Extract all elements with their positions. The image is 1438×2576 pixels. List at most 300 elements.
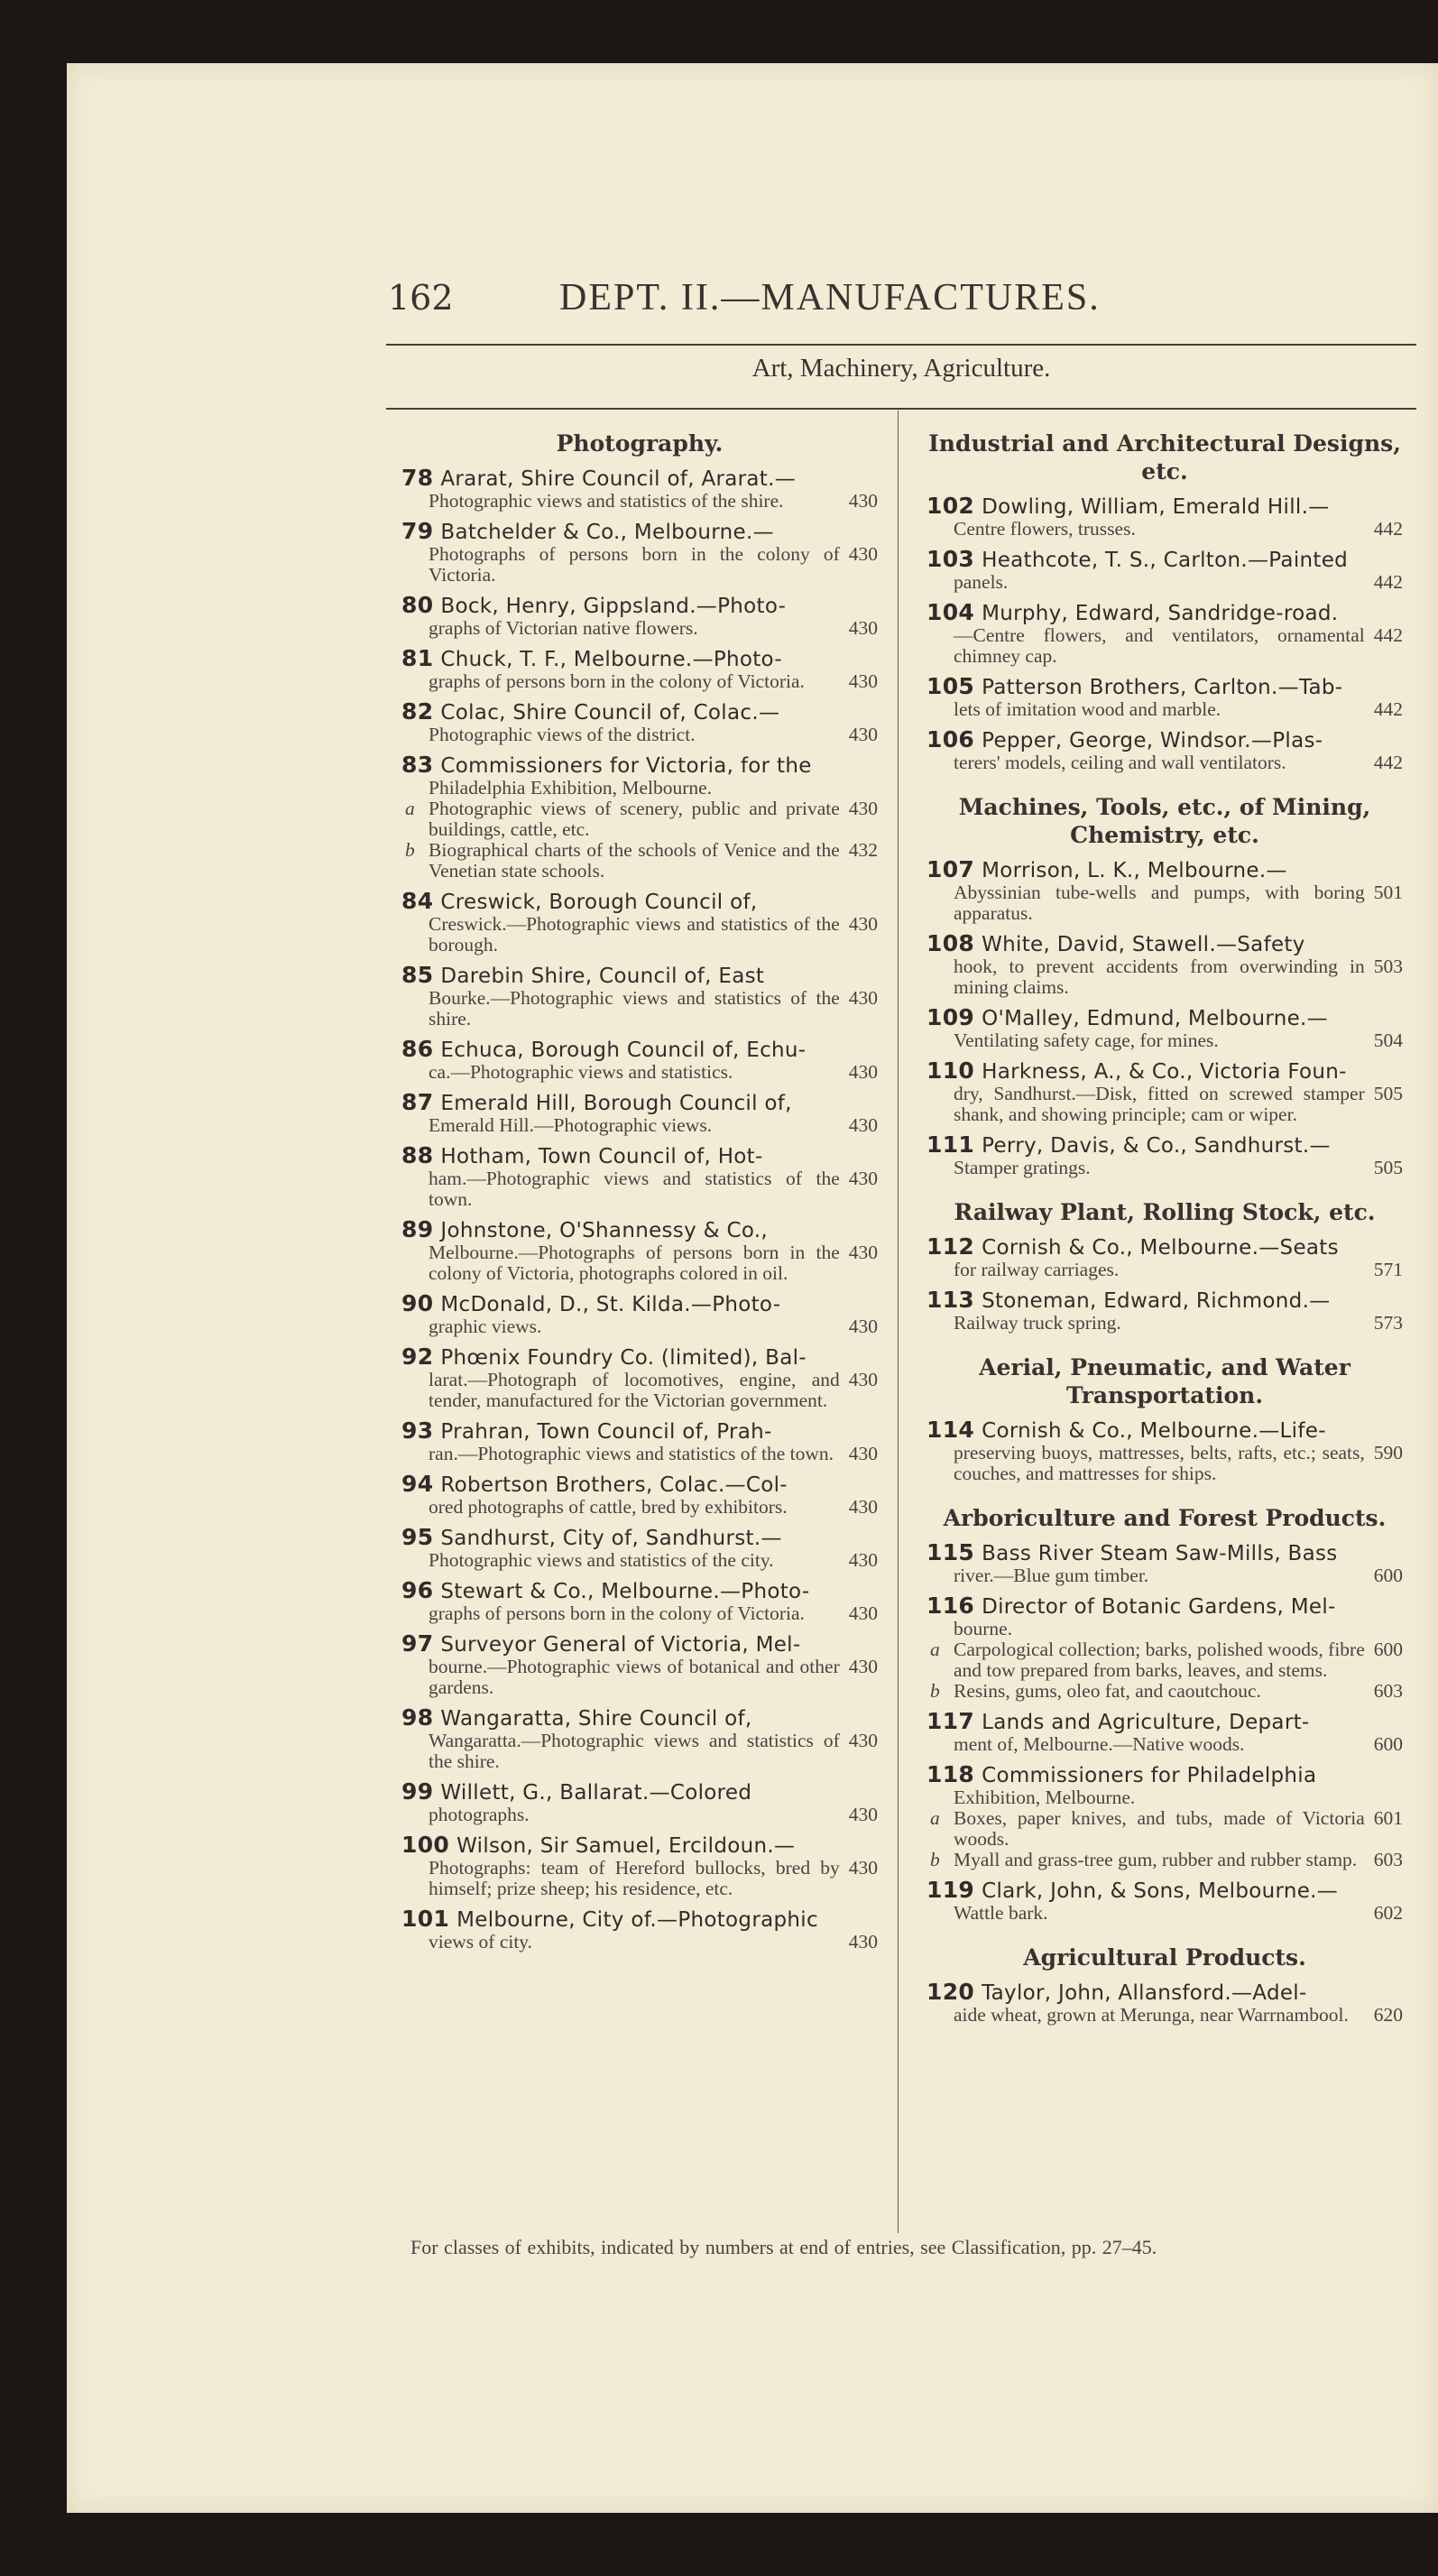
entry-exhibitor: Bass River Steam Saw-Mills, Bass	[982, 1542, 1338, 1565]
entry-text: Wattle bark.	[954, 1902, 1048, 1924]
entry-number: 104	[926, 599, 975, 625]
entry-heading	[926, 1763, 1403, 1787]
entry-exhibitor: Robertson Brothers, Colac.—Col-	[440, 1473, 788, 1497]
entry-exhibitor: Willett, G., Ballarat.—Colored	[440, 1781, 752, 1805]
right-column	[926, 424, 1403, 2034]
entry-heading	[401, 1579, 878, 1603]
entry-page-ref: 430	[848, 1857, 878, 1879]
entry-number: 97	[401, 1630, 434, 1657]
entry-number: 113	[926, 1287, 975, 1313]
entry-heading	[926, 1418, 1403, 1443]
entry-page-ref: 430	[848, 490, 878, 512]
entry-text: lets of imitation wood and marble.	[954, 698, 1221, 720]
page-number: 162	[388, 278, 454, 318]
entry-heading	[926, 1541, 1403, 1565]
entry-page-ref: 602	[1373, 1902, 1403, 1924]
entry-page-ref: 571	[1373, 1259, 1403, 1280]
entry-page-ref: 620	[1373, 2004, 1403, 2026]
entry-heading	[401, 1907, 878, 1932]
entry-description	[401, 544, 878, 586]
catalog-entry	[926, 1235, 1403, 1280]
entry-text: Photographs: team of Hereford bullocks, bred by himself; prize sheep; his residence, etc.	[429, 1857, 840, 1899]
entry-description	[401, 1657, 878, 1698]
entry-page-ref: 430	[848, 1602, 878, 1624]
entry-description	[401, 1805, 878, 1825]
left-column	[401, 424, 878, 1961]
entry-description	[926, 519, 1403, 540]
entry-subitem	[926, 1681, 1403, 1702]
entry-text: aide wheat, grown at Merunga, near Warrnambool.	[954, 2004, 1349, 2026]
entry-description	[926, 625, 1403, 667]
entry-heading	[401, 647, 878, 671]
entry-number: 93	[401, 1417, 434, 1444]
entry-heading	[926, 728, 1403, 752]
entry-exhibitor: Taylor, John, Allansford.—Adel-	[982, 1981, 1307, 2005]
entry-number: 105	[926, 673, 975, 699]
entry-text: graphs of Victorian native flowers.	[429, 617, 698, 639]
entry-exhibitor: Phœnix Foundry Co. (limited), Bal-	[440, 1346, 807, 1370]
section-heading: Arboriculture and Forest Products.	[943, 1505, 1387, 1531]
entry-text: ored photographs of cattle, bred by exhibitors.	[429, 1496, 788, 1518]
entry-description	[401, 671, 878, 692]
catalog-entry	[401, 1419, 878, 1464]
entry-description	[926, 752, 1403, 773]
entry-description	[926, 2005, 1403, 2026]
entry-number: 108	[926, 930, 975, 956]
entry-text: hook, to prevent accidents from overwinding in mining claims.	[954, 956, 1365, 998]
entry-number: 109	[926, 1004, 975, 1030]
entry-text: dry, Sandhurst.—Disk, fitted on screwed stamper shank, and showing principle; cam or wiper.	[954, 1083, 1365, 1125]
catalog-entry	[926, 494, 1403, 540]
page-title: DEPT. II.—MANUFACTURES.	[559, 277, 1101, 319]
entry-heading	[401, 1473, 878, 1497]
entry-number: 96	[401, 1577, 434, 1603]
entry-heading	[401, 466, 878, 491]
entry-text: Melbourne.—Photographs of persons born in the colony of Victoria, photographs colored in oil.	[429, 1242, 840, 1284]
entry-description	[926, 1565, 1403, 1586]
catalog-entry	[401, 1091, 878, 1136]
entry-number: 84	[401, 888, 434, 914]
entry-page-ref: 430	[848, 1369, 878, 1390]
entry-exhibitor: Cornish & Co., Melbourne.—Seats	[982, 1236, 1339, 1260]
entry-description	[401, 1858, 878, 1899]
entry-heading	[401, 1526, 878, 1550]
entry-text: graphic views.	[429, 1316, 542, 1337]
catalog-entry	[401, 1706, 878, 1772]
entry-heading	[926, 1059, 1403, 1084]
entry-page-ref: 430	[848, 1730, 878, 1751]
catalog-entry	[926, 932, 1403, 998]
entry-heading	[401, 753, 878, 778]
entry-text: Photographic views of the district.	[429, 724, 696, 745]
entry-description	[401, 1731, 878, 1772]
entry-number: 120	[926, 1979, 975, 2005]
entry-text: ment of, Melbourne.—Native woods.	[954, 1733, 1245, 1755]
entry-page-ref: 573	[1373, 1312, 1403, 1334]
entry-heading	[401, 1632, 878, 1657]
entry-description	[401, 1932, 878, 1953]
catalog-entry	[401, 700, 878, 745]
entry-heading	[926, 1879, 1403, 1903]
entry-description	[401, 1242, 878, 1284]
entry-description	[926, 1313, 1403, 1334]
entry-heading	[926, 1980, 1403, 2005]
subitem-page-ref: 601	[1373, 1807, 1403, 1829]
entry-heading	[926, 1710, 1403, 1734]
entry-number: 111	[926, 1131, 975, 1158]
entry-exhibitor: Clark, John, & Sons, Melbourne.—	[982, 1879, 1339, 1903]
subitem-page-ref: 603	[1373, 1849, 1403, 1870]
entry-page-ref: 430	[848, 1114, 878, 1136]
entry-page-ref: 430	[848, 1931, 878, 1953]
catalog-entry	[401, 1780, 878, 1825]
entry-description	[926, 882, 1403, 924]
subitem-page-ref: 430	[848, 798, 878, 819]
catalog-entry	[926, 1541, 1403, 1586]
catalog-entry	[926, 601, 1403, 667]
subitem-text: Boxes, paper knives, and tubs, made of Victoria woods.	[954, 1807, 1365, 1850]
catalog-entry	[926, 675, 1403, 720]
entry-exhibitor: Stewart & Co., Melbourne.—Photo-	[440, 1580, 810, 1603]
entry-description	[401, 1444, 878, 1464]
entry-text: river.—Blue gum timber.	[954, 1565, 1149, 1586]
entry-exhibitor: Colac, Shire Council of, Colac.—	[440, 701, 780, 725]
catalog-entry	[401, 1833, 878, 1899]
entry-number: 92	[401, 1343, 434, 1370]
entry-heading	[401, 1218, 878, 1242]
entry-description	[926, 1443, 1403, 1484]
section-heading: Industrial and Architectural Designs, etc.	[928, 430, 1401, 485]
entry-exhibitor: Melbourne, City of.—Photographic	[456, 1908, 818, 1932]
entry-number: 86	[401, 1036, 434, 1062]
entry-exhibitor: O'Malley, Edmund, Melbourne.—	[982, 1007, 1328, 1030]
catalog-entry	[401, 964, 878, 1029]
catalog-entry	[926, 858, 1403, 924]
entry-page-ref: 442	[1373, 624, 1403, 646]
entry-page-ref: 430	[848, 1496, 878, 1518]
entry-number: 119	[926, 1877, 975, 1903]
entry-number: 99	[401, 1778, 434, 1805]
page-subtitle: Art, Machinery, Agriculture.	[751, 354, 1051, 383]
column-divider	[898, 411, 899, 2233]
entry-number: 103	[926, 546, 975, 572]
entry-page-ref: 430	[848, 1168, 878, 1189]
entry-number: 81	[401, 645, 434, 671]
catalog-entry	[401, 753, 878, 882]
entry-text: Photographic views and statistics of the city.	[429, 1549, 774, 1571]
entry-description	[926, 1903, 1403, 1924]
subitem-text: Myall and grass-tree gum, rubber and rubber stamp.	[954, 1849, 1358, 1870]
entry-heading	[926, 1133, 1403, 1158]
entry-number: 95	[401, 1524, 434, 1550]
entry-heading	[401, 594, 878, 618]
entry-subitem	[401, 840, 878, 882]
entry-page-ref: 503	[1373, 956, 1403, 977]
entry-text: ham.—Photographic views and statistics of the town.	[429, 1168, 840, 1210]
catalog-entry	[926, 1006, 1403, 1051]
entry-exhibitor: Perry, Davis, & Co., Sandhurst.—	[982, 1134, 1331, 1158]
entry-page-ref: 504	[1373, 1029, 1403, 1051]
entry-exhibitor: Echuca, Borough Council of, Echu-	[440, 1039, 807, 1062]
subitem-letter: a	[405, 798, 415, 819]
catalog-entry	[401, 520, 878, 586]
entry-description	[926, 699, 1403, 720]
entry-page-ref: 442	[1373, 571, 1403, 593]
entry-description	[401, 618, 878, 639]
entry-text: ca.—Photographic views and statistics.	[429, 1061, 733, 1083]
entry-number: 112	[926, 1233, 975, 1260]
footer-note: For classes of exhibits, indicated by numbers at end of entries, see Classification, pp. 27–45.	[410, 2236, 1157, 2258]
entry-text: panels.	[954, 571, 1009, 593]
section-heading: Aerial, Pneumatic, and Water Transportation.	[979, 1354, 1350, 1408]
entry-text: photographs.	[429, 1804, 530, 1825]
catalog-entry	[926, 1763, 1403, 1870]
entry-number: 100	[401, 1832, 450, 1858]
entry-heading	[926, 932, 1403, 956]
catalog-entry	[401, 1526, 878, 1571]
entry-description	[401, 914, 878, 956]
subitem-letter: b	[930, 1680, 940, 1702]
entry-heading	[401, 1780, 878, 1805]
catalog-entry	[401, 1345, 878, 1411]
catalog-entry	[926, 1059, 1403, 1125]
entry-number: 80	[401, 592, 434, 618]
subitem-text: Resins, gums, oleo fat, and caoutchouc.	[954, 1680, 1261, 1702]
entry-exhibitor: Surveyor General of Victoria, Mel-	[440, 1633, 801, 1657]
entry-page-ref: 430	[848, 617, 878, 639]
entry-exhibitor: Heathcote, T. S., Carlton.—Painted	[982, 549, 1349, 572]
entry-description	[401, 1316, 878, 1337]
entry-exhibitor: Ararat, Shire Council of, Ararat.—	[440, 467, 797, 491]
divider	[386, 408, 1416, 410]
entry-description	[401, 1550, 878, 1571]
entry-text: terers' models, ceiling and wall ventilators.	[954, 752, 1286, 773]
entry-description	[926, 1619, 1403, 1639]
catalog-entry	[401, 594, 878, 639]
entry-exhibitor: Johnstone, O'Shannessy & Co.,	[440, 1219, 769, 1242]
entry-heading	[926, 1288, 1403, 1313]
entry-exhibitor: Director of Botanic Gardens, Mel-	[982, 1595, 1336, 1619]
entry-number: 115	[926, 1539, 975, 1565]
entry-exhibitor: Bock, Henry, Gippsland.—Photo-	[440, 595, 787, 618]
entry-description	[401, 491, 878, 512]
entry-page-ref: 505	[1373, 1157, 1403, 1178]
entry-number: 116	[926, 1593, 975, 1619]
entry-heading	[401, 1292, 878, 1316]
catalog-entry	[401, 1907, 878, 1953]
catalog-entry	[926, 1879, 1403, 1924]
entry-text: Bourke.—Photographic views and statistics of the shire.	[429, 987, 840, 1029]
entry-exhibitor: Batchelder & Co., Melbourne.—	[440, 521, 774, 544]
entry-text: Exhibition, Melbourne.	[954, 1787, 1136, 1808]
entry-description	[401, 1168, 878, 1210]
entry-number: 83	[401, 752, 434, 778]
subitem-page-ref: 432	[848, 839, 878, 861]
entry-number: 89	[401, 1216, 434, 1242]
catalog-entry	[401, 1473, 878, 1518]
entry-description	[926, 1084, 1403, 1125]
entry-heading	[401, 1419, 878, 1444]
entry-heading	[401, 1091, 878, 1115]
entry-page-ref: 501	[1373, 882, 1403, 903]
entry-subitem	[926, 1639, 1403, 1681]
entry-exhibitor: Morrison, L. K., Melbourne.—	[982, 859, 1287, 882]
entry-exhibitor: Stoneman, Edward, Richmond.—	[982, 1289, 1331, 1313]
entry-page-ref: 442	[1373, 518, 1403, 540]
entry-heading	[926, 675, 1403, 699]
entry-text: graphs of persons born in the colony of Victoria.	[429, 1602, 805, 1624]
entry-page-ref: 430	[848, 1242, 878, 1263]
entry-text: Wangaratta.—Photographic views and statistics of the shire.	[429, 1730, 840, 1772]
entry-exhibitor: Dowling, William, Emerald Hill.—	[982, 495, 1330, 519]
entry-heading	[926, 601, 1403, 625]
entry-heading	[401, 964, 878, 988]
catalog-entry	[926, 1288, 1403, 1334]
entry-text: Emerald Hill.—Photographic views.	[429, 1114, 713, 1136]
entry-number: 94	[401, 1471, 434, 1497]
entry-heading	[926, 548, 1403, 572]
entry-exhibitor: Patterson Brothers, Carlton.—Tab-	[982, 676, 1343, 699]
entry-exhibitor: Emerald Hill, Borough Council of,	[440, 1092, 792, 1115]
entry-text: Photographic views and statistics of the shire.	[429, 490, 784, 512]
entry-number: 79	[401, 518, 434, 544]
entry-heading	[401, 1038, 878, 1062]
entry-exhibitor: Commissioners for Victoria, for the	[440, 754, 812, 778]
section-heading: Machines, Tools, etc., of Mining, Chemistry, etc.	[958, 794, 1371, 848]
entry-page-ref: 442	[1373, 752, 1403, 773]
entry-description	[926, 572, 1403, 593]
section-heading: Railway Plant, Rolling Stock, etc.	[954, 1199, 1376, 1225]
entry-exhibitor: Chuck, T. F., Melbourne.—Photo-	[440, 648, 782, 671]
entry-page-ref: 590	[1373, 1442, 1403, 1463]
entry-heading	[401, 1144, 878, 1168]
entry-page-ref: 600	[1373, 1733, 1403, 1755]
entry-number: 78	[401, 465, 434, 491]
entry-text: Philadelphia Exhibition, Melbourne.	[429, 777, 713, 799]
entry-exhibitor: Prahran, Town Council of, Prah-	[440, 1420, 772, 1444]
catalog-entry	[926, 1980, 1403, 2026]
subitem-page-ref: 603	[1373, 1680, 1403, 1702]
catalog-entry	[401, 466, 878, 512]
entry-heading	[401, 1345, 878, 1370]
entry-heading	[401, 520, 878, 544]
subitem-letter: b	[930, 1849, 940, 1870]
entry-exhibitor: Harkness, A., & Co., Victoria Foun-	[982, 1060, 1347, 1084]
entry-page-ref: 430	[848, 913, 878, 935]
entry-heading	[401, 1706, 878, 1731]
entry-number: 106	[926, 726, 975, 752]
entry-exhibitor: Cornish & Co., Melbourne.—Life-	[982, 1419, 1326, 1443]
subitem-letter: a	[930, 1807, 940, 1829]
entry-description	[401, 1497, 878, 1518]
entry-description	[926, 956, 1403, 998]
entry-text: Centre flowers, trusses.	[954, 518, 1136, 540]
catalog-entry	[401, 1579, 878, 1624]
entry-text: preserving buoys, mattresses, belts, rafts, etc.; seats, couches, and mattresses for ships.	[954, 1442, 1365, 1484]
catalog-entry	[926, 548, 1403, 593]
subitem-text: Carpological collection; barks, polished woods, fibre and tow prepared from barks, leaves, and stems.	[954, 1639, 1365, 1681]
entry-page-ref: 430	[848, 1656, 878, 1677]
entry-exhibitor: Darebin Shire, Council of, East	[440, 965, 765, 988]
entry-text: bourne.	[954, 1618, 1013, 1639]
entry-page-ref: 430	[848, 1804, 878, 1825]
entry-text: Creswick.—Photographic views and statistics of the borough.	[429, 913, 840, 956]
entry-heading	[401, 1833, 878, 1858]
entry-exhibitor: Hotham, Town Council of, Hot-	[440, 1145, 763, 1168]
entry-heading	[401, 890, 878, 914]
catalog-entry	[401, 890, 878, 956]
entry-description	[401, 1603, 878, 1624]
entry-text: Photographs of persons born in the colony of Victoria.	[429, 543, 840, 586]
catalog-entry	[926, 728, 1403, 773]
entry-number: 107	[926, 856, 975, 882]
entry-text: graphs of persons born in the colony of Victoria.	[429, 670, 805, 692]
entry-page-ref: 430	[848, 724, 878, 745]
entry-text: Ventilating safety cage, for mines.	[954, 1029, 1219, 1051]
entry-text: bourne.—Photographic views of botanical and other gardens.	[429, 1656, 840, 1698]
catalog-entry	[926, 1710, 1403, 1755]
entry-exhibitor: Creswick, Borough Council of,	[440, 891, 758, 914]
entry-subitem	[926, 1808, 1403, 1850]
entry-heading	[926, 1006, 1403, 1030]
entry-exhibitor: Sandhurst, City of, Sandhurst.—	[440, 1527, 782, 1550]
entry-page-ref: 600	[1373, 1565, 1403, 1586]
entry-number: 85	[401, 962, 434, 988]
entry-text: views of city.	[429, 1931, 533, 1953]
entry-description	[401, 725, 878, 745]
entry-description	[926, 1260, 1403, 1280]
catalog-entry	[401, 1038, 878, 1083]
entry-number: 118	[926, 1761, 975, 1787]
subitem-text: Biographical charts of the schools of Venice and the Venetian state schools.	[429, 839, 840, 882]
entry-page-ref: 505	[1373, 1083, 1403, 1104]
catalog-entry	[401, 1632, 878, 1698]
entry-page-ref: 442	[1373, 698, 1403, 720]
entry-heading	[926, 1594, 1403, 1619]
entry-description	[926, 1030, 1403, 1051]
entry-heading	[926, 494, 1403, 519]
entry-description	[926, 1787, 1403, 1808]
catalog-entry	[926, 1418, 1403, 1484]
entry-number: 82	[401, 698, 434, 725]
entry-text: Stamper gratings.	[954, 1157, 1091, 1178]
entry-description	[401, 1062, 878, 1083]
entry-exhibitor: McDonald, D., St. Kilda.—Photo-	[440, 1293, 781, 1316]
entry-text: Abyssinian tube-wells and pumps, with boring apparatus.	[954, 882, 1365, 924]
entry-exhibitor: Murphy, Edward, Sandridge-road.	[982, 602, 1339, 625]
entry-number: 101	[401, 1906, 450, 1932]
entry-page-ref: 430	[848, 670, 878, 692]
entry-page-ref: 430	[848, 987, 878, 1009]
entry-number: 117	[926, 1708, 975, 1734]
entry-number: 87	[401, 1089, 434, 1115]
entry-description	[401, 988, 878, 1029]
subitem-letter: b	[405, 839, 415, 861]
entry-page-ref: 430	[848, 1443, 878, 1464]
subitem-text: Photographic views of scenery, public and private buildings, cattle, etc.	[429, 798, 840, 840]
entry-exhibitor: Pepper, George, Windsor.—Plas-	[982, 729, 1323, 752]
entry-exhibitor: Lands and Agriculture, Depart-	[982, 1711, 1310, 1734]
catalog-entry	[401, 1218, 878, 1284]
entry-exhibitor: White, David, Stawell.—Safety	[982, 933, 1305, 956]
entry-number: 98	[401, 1704, 434, 1731]
entry-page-ref: 430	[848, 1061, 878, 1083]
entry-number: 88	[401, 1142, 434, 1168]
catalog-entry	[401, 1292, 878, 1337]
entry-number: 102	[926, 493, 975, 519]
entry-subitem	[401, 799, 878, 840]
entry-text: Railway truck spring.	[954, 1312, 1121, 1334]
